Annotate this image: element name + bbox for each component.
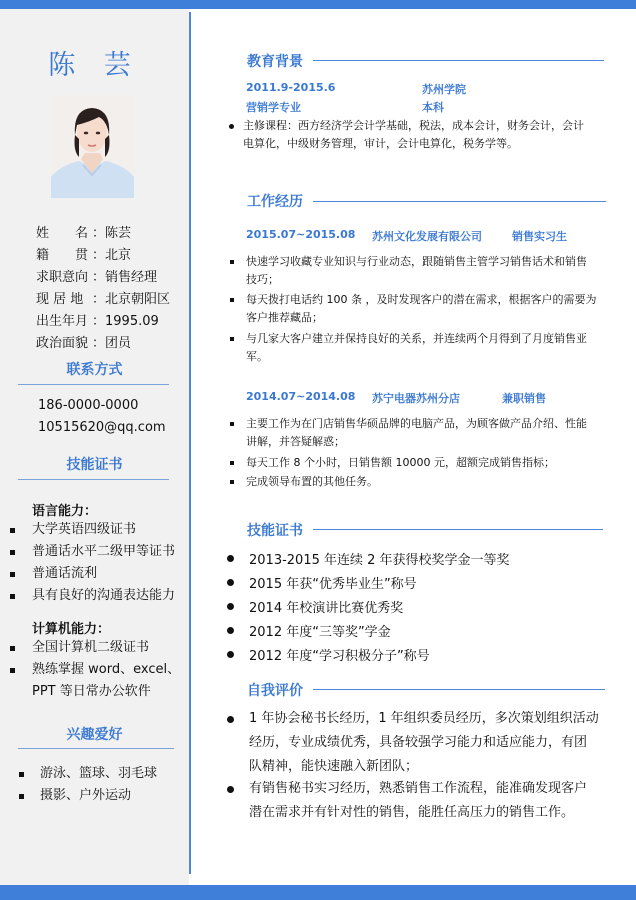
profile-photo xyxy=(51,95,134,198)
info-sep: ： xyxy=(92,314,106,329)
candidate-name: 陈 芸 xyxy=(48,50,141,81)
edu-period: 2011.9-2015.6 xyxy=(246,81,336,94)
bullet-icon xyxy=(227,603,234,610)
job-role: 销售实习生 xyxy=(512,230,567,243)
education-title: 教育背景 xyxy=(247,54,303,70)
bullet-icon xyxy=(10,572,15,577)
info-sep: ： xyxy=(92,270,106,285)
lang-item: 大学英语四级证书 xyxy=(32,522,137,537)
edu-courses-line: 主修课程：西方经济学会计学基础，税法，成本会计，财务会计，会计 xyxy=(243,119,584,132)
info-sep: ： xyxy=(92,336,106,351)
pc-title: 计算机能力： xyxy=(32,622,111,637)
contact-title: 联系方式 xyxy=(66,362,123,378)
edu-degree: 本科 xyxy=(422,101,444,114)
edu-major: 营销学专业 xyxy=(246,101,301,114)
info-row-political xyxy=(36,332,131,351)
info-row-hometown xyxy=(36,244,131,263)
skill-item: 2013-2015 年连续 2 年获得校奖学金一等奖 xyxy=(249,553,510,568)
top-accent-bar xyxy=(0,0,636,9)
bullet-icon xyxy=(230,461,234,465)
lang-title: 语言能力： xyxy=(32,504,98,519)
work-rule xyxy=(313,201,606,202)
info-label: 求职意向 xyxy=(36,270,89,285)
hobbies-rule xyxy=(18,748,174,749)
job-period: 2014.07~2014.08 xyxy=(246,390,356,403)
info-label: 出生年月 xyxy=(36,314,89,329)
self-eval-line: 1 年协会秘书长经历，1 年组织委员经历，多次策划组织活动 xyxy=(249,711,599,726)
skills-title: 技能证书 xyxy=(247,523,303,539)
bullet-icon xyxy=(230,337,234,341)
job-company: 苏宁电器苏州分店 xyxy=(372,392,460,405)
info-row-birth xyxy=(36,310,159,329)
bullet-icon xyxy=(230,422,234,426)
job-period: 2015.07~2015.08 xyxy=(246,228,356,241)
info-label: 姓 名 xyxy=(36,226,89,241)
info-value: 陈芸 xyxy=(105,226,132,241)
contact-rule xyxy=(18,384,169,385)
self-eval-line: 经历，专业成绩优秀，具备较强学习能力和适应能力，有团 xyxy=(249,735,588,750)
skill-item: 2012 年度“学习积极分子”称号 xyxy=(249,649,430,664)
pc-item: PPT 等日常办公软件 xyxy=(32,684,151,699)
self-eval-line: 潜在需求并有针对性的销售，能胜任高压力的销售工作。 xyxy=(249,805,575,820)
bullet-icon xyxy=(227,651,234,658)
info-label: 现 居 地 xyxy=(36,292,84,307)
bottom-accent-bar xyxy=(0,885,636,900)
self-eval-rule xyxy=(313,689,605,690)
bullet-icon xyxy=(227,627,234,634)
job-line: 客户推荐藏品； xyxy=(246,311,323,324)
job-line: 主要工作为在门店销售华硕品牌的电脑产品，为顾客做产品介绍、性能 xyxy=(246,417,587,430)
lang-item: 具有良好的沟通表达能力 xyxy=(32,588,176,603)
lang-item: 普通话流利 xyxy=(32,566,98,581)
pc-item: 熟练掌握 word、excel、 xyxy=(32,662,181,677)
bullet-icon xyxy=(227,555,234,562)
side-skills-title: 技能证书 xyxy=(66,457,123,473)
bullet-icon xyxy=(227,579,234,586)
info-row-objective xyxy=(36,266,157,285)
info-value: 1995.09 xyxy=(105,314,159,329)
bullet-icon xyxy=(10,550,15,555)
bullet-icon xyxy=(230,260,234,264)
info-value: 团员 xyxy=(105,336,132,351)
info-sep: ： xyxy=(92,292,106,307)
job-role: 兼职销售 xyxy=(502,392,546,405)
edu-school: 苏州学院 xyxy=(422,83,466,96)
info-row-residence xyxy=(36,288,170,307)
info-label: 政治面貌 xyxy=(36,336,89,351)
job-line: 讲解，并答疑解惑； xyxy=(246,435,345,448)
self-eval-line: 队精神，能快速融入新团队； xyxy=(249,759,419,774)
job-line: 完成领导布置的其他任务。 xyxy=(246,475,378,488)
hobby-item: 摄影、户外运动 xyxy=(40,788,132,803)
skills-rule xyxy=(313,529,603,530)
job-line: 与几家大客户建立并保持良好的关系，并连续两个月得到了月度销售亚 xyxy=(246,332,587,345)
job-company: 苏州文化发展有限公司 xyxy=(372,230,482,243)
edu-courses-line: 电算化，中级财务管理，审计，会计电算化，税务学等。 xyxy=(243,137,518,150)
contact-email: 10515620@qq.com xyxy=(38,420,166,435)
skill-item: 2015 年获“优秀毕业生”称号 xyxy=(249,577,417,592)
info-sep: ： xyxy=(92,226,106,241)
divider-line xyxy=(189,12,191,874)
bullet-icon xyxy=(229,124,234,129)
bullet-icon xyxy=(10,594,15,599)
bullet-icon xyxy=(19,794,24,799)
job-line: 快速学习收藏专业知识与行业动态，跟随销售主管学习销售话术和销售 xyxy=(246,255,587,268)
job-line: 技巧； xyxy=(246,273,279,286)
info-value: 北京朝阳区 xyxy=(105,292,171,307)
hobby-item: 游泳、篮球、羽毛球 xyxy=(40,766,158,781)
info-label: 籍 贯 xyxy=(36,248,89,263)
bullet-icon xyxy=(10,646,15,651)
job-line: 每天工作 8 个小时，日销售额 10000 元，超额完成销售指标； xyxy=(246,456,555,469)
bullet-icon xyxy=(230,480,234,484)
bullet-icon xyxy=(227,716,234,723)
self-eval-title: 自我评价 xyxy=(247,683,303,699)
info-row-name xyxy=(36,222,131,241)
lang-item: 普通话水平二级甲等证书 xyxy=(32,544,176,559)
self-eval-line: 有销售秘书实习经历，熟悉销售工作流程，能准确发现客户 xyxy=(249,781,588,796)
info-value: 销售经理 xyxy=(105,270,158,285)
education-rule xyxy=(313,60,604,61)
pc-item: 全国计算机二级证书 xyxy=(32,640,150,655)
side-skills-rule xyxy=(18,479,169,480)
skill-item: 2014 年校演讲比赛优秀奖 xyxy=(249,601,404,616)
bullet-icon xyxy=(19,772,24,777)
bullet-icon xyxy=(10,528,15,533)
info-sep: ： xyxy=(92,248,106,263)
hobbies-title: 兴趣爱好 xyxy=(66,727,123,743)
skill-item: 2012 年度“三等奖”学金 xyxy=(249,625,391,640)
work-title: 工作经历 xyxy=(247,194,303,210)
bullet-icon xyxy=(227,786,234,793)
job-line: 军。 xyxy=(246,350,268,363)
bullet-icon xyxy=(10,668,15,673)
job-line: 每天拨打电话约 100 条 ，及时发现客户的潜在需求，根据客户的需要为 xyxy=(246,293,597,306)
info-value: 北京 xyxy=(105,248,132,263)
bullet-icon xyxy=(230,298,234,302)
contact-phone: 186-0000-0000 xyxy=(38,398,139,413)
